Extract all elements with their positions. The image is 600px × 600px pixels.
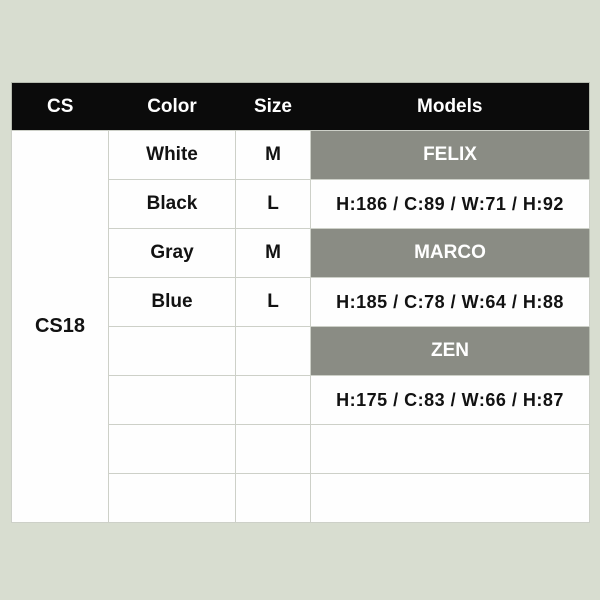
model-name-band: FELIX <box>311 131 590 180</box>
size-cell: M <box>236 229 311 278</box>
color-cell <box>109 376 236 425</box>
color-cell: Blue <box>109 278 236 327</box>
size-cell <box>236 474 311 523</box>
size-cell: M <box>236 131 311 180</box>
header-row <box>12 83 590 131</box>
models-cell <box>311 474 590 523</box>
models-cell: H:175 / C:83 / W:66 / H:87 <box>311 376 590 425</box>
color-cell: White <box>109 131 236 180</box>
color-cell <box>109 327 236 376</box>
model-name-band: ZEN <box>311 327 590 376</box>
color-cell <box>109 474 236 523</box>
header-cs: CS <box>12 83 109 131</box>
spec-table <box>11 82 590 523</box>
size-cell <box>236 425 311 474</box>
header-models: Models <box>311 83 590 131</box>
models-cell <box>311 425 590 474</box>
size-cell: L <box>236 180 311 229</box>
color-cell <box>109 425 236 474</box>
size-cell <box>236 376 311 425</box>
color-cell: Black <box>109 180 236 229</box>
table-row <box>12 131 590 180</box>
color-cell: Gray <box>109 229 236 278</box>
models-cell: H:186 / C:89 / W:71 / H:92 <box>311 180 590 229</box>
cs-group-cell: CS18 <box>12 131 109 523</box>
models-cell: H:185 / C:78 / W:64 / H:88 <box>311 278 590 327</box>
header-color: Color <box>109 83 236 131</box>
size-cell: L <box>236 278 311 327</box>
header-size: Size <box>236 83 311 131</box>
model-name-band: MARCO <box>311 229 590 278</box>
size-cell <box>236 327 311 376</box>
